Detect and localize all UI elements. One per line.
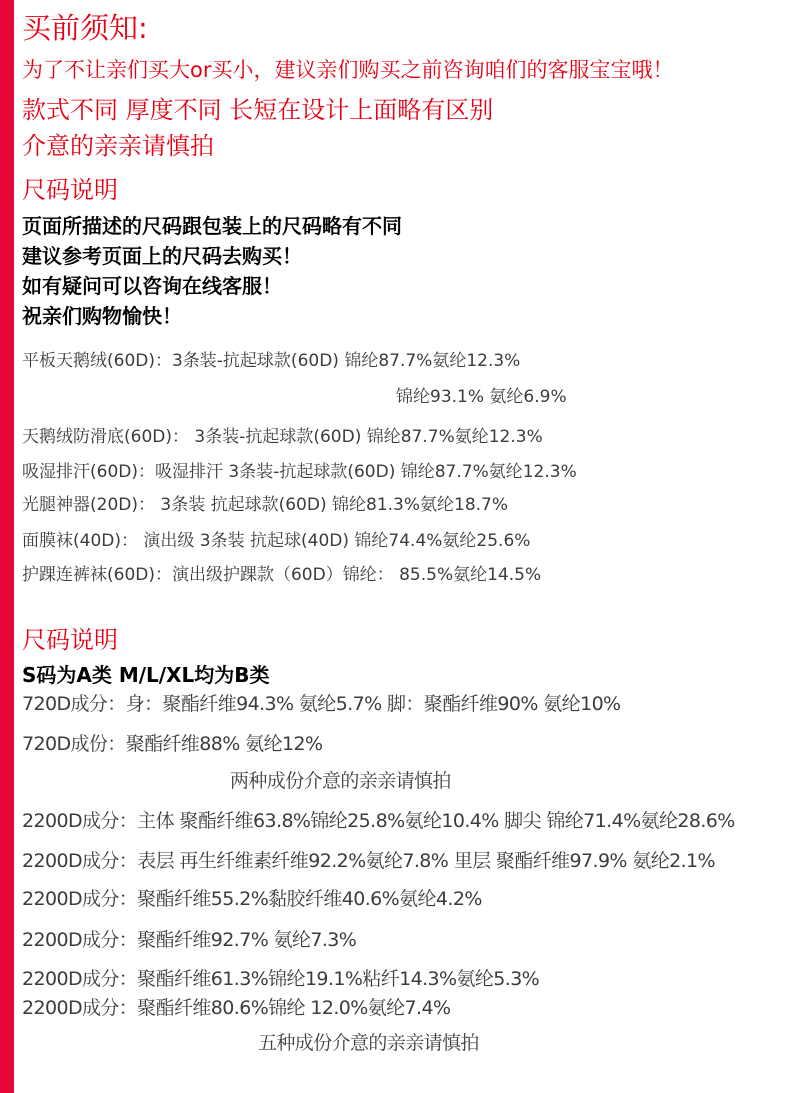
material-spec-line: 2200D成分：聚酯纤维61.3%锦纶19.1%粘纤14.3%氨纶5.3% — [22, 968, 540, 990]
material-spec-line: 2200D成分：表层 再生纤维素纤维92.2%氨纶7.8% 里层 聚酯纤维97.9% 氨纶2.1% — [22, 850, 716, 872]
size-section-title: 尺码说明 — [22, 176, 118, 204]
product-spec-line: 天鹅绒防滑底(60D)： 3条装-抗起球款(60D) 锦纶87.7%氨纶12.3% — [22, 427, 543, 447]
product-spec-line: 锦纶93.1% 氨纶6.9% — [396, 387, 567, 407]
material-spec-line: 2200D成分：聚酯纤维92.7% 氨纶7.3% — [22, 929, 357, 951]
notice-line: 为了不让亲们买大or买小，建议亲们购买之前咨询咱们的客服宝宝哦！ — [22, 58, 674, 82]
size-section-title: 尺码说明 — [22, 626, 118, 654]
material-caution-note: 五种成份介意的亲亲请慎拍 — [258, 1032, 479, 1054]
size-note-line: 建议参考页面上的尺码去购买！ — [22, 244, 302, 268]
product-spec-line: 面膜袜(40D)： 演出级 3条装 抗起球(40D) 锦纶74.4%氨纶25.6% — [22, 531, 531, 551]
notice-line: 介意的亲亲请慎拍 — [22, 132, 214, 160]
material-spec-line: 2200D成分：聚酯纤维80.6%锦纶 12.0%氨纶7.4% — [22, 997, 451, 1019]
material-spec-line: 2200D成分：主体 聚酯纤维63.8%锦纶25.8%氨纶10.4% 脚尖 锦纶71.4%氨纶28.6% — [22, 810, 735, 832]
size-class-note: S码为A类 M/L/XL均为B类 — [22, 663, 270, 687]
notice-line: 款式不同 厚度不同 长短在设计上面略有区别 — [22, 96, 494, 124]
left-accent-bar — [0, 0, 14, 1093]
product-spec-line: 平板天鹅绒(60D)：3条装-抗起球款(60D) 锦纶87.7%氨纶12.3% — [22, 351, 521, 371]
product-spec-line: 吸湿排汗(60D)：吸湿排汗 3条装-抗起球款(60D) 锦纶87.7%氨纶12.3% — [22, 462, 577, 482]
material-spec-line: 2200D成分：聚酯纤维55.2%黏胶纤维40.6%氨纶4.2% — [22, 888, 482, 910]
material-spec-line: 720D成份：聚酯纤维88% 氨纶12% — [22, 733, 323, 755]
product-spec-line: 护踝连裤袜(60D)：演出级护踝款（60D）锦纶： 85.5%氨纶14.5% — [22, 565, 542, 585]
size-note-line: 祝亲们购物愉快！ — [22, 304, 182, 328]
size-note-line: 如有疑问可以咨询在线客服！ — [22, 274, 282, 298]
product-spec-line: 光腿神器(20D)： 3条装 抗起球款(60D) 锦纶81.3%氨纶18.7% — [22, 495, 509, 515]
material-spec-line: 720D成分：身：聚酯纤维94.3% 氨纶5.7% 脚：聚酯纤维90% 氨纶10% — [22, 693, 621, 715]
size-note-line: 页面所描述的尺码跟包装上的尺码略有不同 — [22, 214, 402, 238]
notice-title: 买前须知: — [22, 11, 148, 45]
material-caution-note: 两种成份介意的亲亲请慎拍 — [230, 770, 451, 792]
